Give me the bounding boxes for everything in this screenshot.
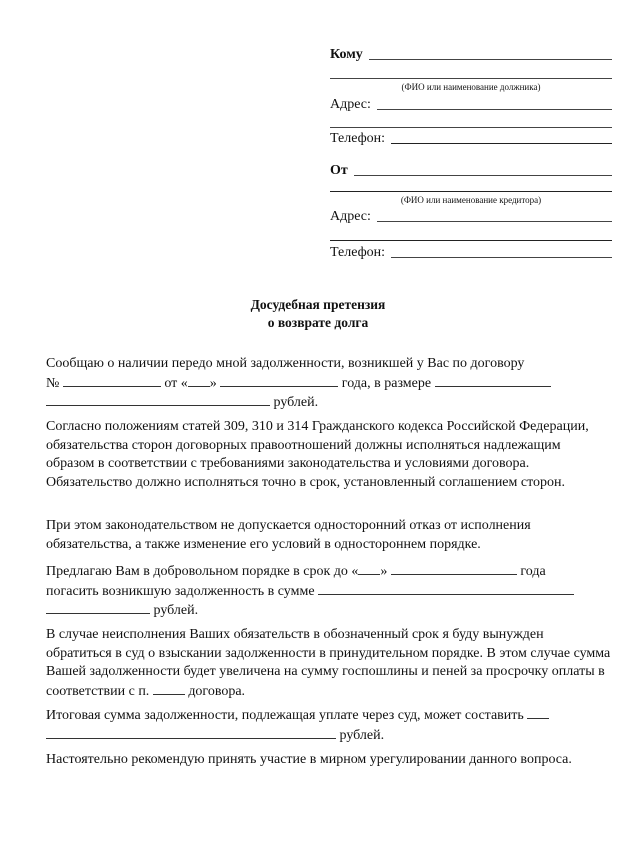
p1-text-2: № xyxy=(46,375,60,391)
repayment-amount-words-field[interactable] xyxy=(46,601,150,614)
p4-text-3: года xyxy=(520,564,546,579)
p1-text-5: года, в размере xyxy=(341,375,432,391)
p3-text: При этом законодательством не допускается односторонний отказ от исполнения обязательства, а также изменение его условий в одностороннем порядке. xyxy=(46,518,531,552)
total-amount-words-field[interactable] xyxy=(46,726,336,739)
contract-clause-field[interactable] xyxy=(153,682,185,695)
to-label: Кому xyxy=(330,47,363,62)
creditor-address-label: Адрес: xyxy=(330,209,371,224)
debtor-caption: (ФИО или наименование должника) xyxy=(401,82,541,92)
paragraph-total-amount xyxy=(46,706,612,745)
contract-number-field[interactable] xyxy=(63,374,161,387)
p6-text-1: Итоговая сумма задолженности, подлежащая уплате через суд, может составить xyxy=(46,708,524,723)
paragraph-legal-basis xyxy=(46,418,612,492)
document-title: Досудебная претензия xyxy=(250,297,386,312)
p1-text-3: от « xyxy=(164,375,188,391)
p7-text: Настоятельно рекомендую принять участие в мирном урегулировании данного вопроса. xyxy=(46,752,572,767)
paragraph-payment-proposal xyxy=(46,562,612,621)
addressee-block xyxy=(330,46,612,266)
to-field[interactable] xyxy=(369,59,612,60)
from-field[interactable] xyxy=(354,175,612,176)
p5-text-2: договора. xyxy=(188,683,246,699)
p6-text-2: рублей. xyxy=(339,727,385,743)
debtor-address-line-2[interactable] xyxy=(330,127,612,128)
p4-text-5: рублей. xyxy=(153,603,199,618)
paragraph-settlement-recommendation xyxy=(46,751,612,770)
paragraph-no-unilateral-refusal xyxy=(46,517,612,554)
p4-text-1: Предлагаю Вам в добровольном порядке в срок до « xyxy=(46,564,359,579)
debtor-address-row xyxy=(330,96,612,114)
repayment-amount-field[interactable] xyxy=(318,582,574,595)
from-row xyxy=(330,162,612,180)
deadline-date-field[interactable] xyxy=(391,562,517,575)
creditor-address-field[interactable] xyxy=(377,221,612,222)
paragraph-debt-notice xyxy=(46,355,612,413)
p1-text-6: рублей. xyxy=(273,395,319,410)
total-amount-field[interactable] xyxy=(527,706,549,719)
contract-day-field[interactable] xyxy=(188,374,210,387)
to-field-line-2[interactable] xyxy=(330,78,612,79)
contract-date-field[interactable] xyxy=(220,374,338,387)
p2-text: Согласно положениям статей 309, 310 и 314 Гражданского кодекса Российской Федерации, обязательства сторон договорных правоотношений должны исполняться надлежащим образом в соответствии с требованиями законодательства и условиями договора. Обязательство должно исполняться точно в срок, установленный соглашением сторон. xyxy=(46,419,589,490)
debtor-phone-row xyxy=(330,130,612,148)
p1-text-1: Сообщаю о наличии передо мной задолженности, возникшей у Вас по договору xyxy=(46,356,525,371)
creditor-address-row xyxy=(330,208,612,226)
p1-text-4: » xyxy=(209,375,217,391)
creditor-phone-row xyxy=(330,244,612,262)
debtor-address-field[interactable] xyxy=(377,109,612,110)
p5-text-1: В случае неисполнения Ваших обязательств в обозначенный срок я буду вынужден обратиться в суд о взыскании задолженности в принудительном порядке. В этом случае сумма Вашей задолженности будет увеличена на сумму госпошлины и пеней за просрочку оплаты в соответствии с п. xyxy=(46,627,611,699)
creditor-caption: (ФИО или наименование кредитора) xyxy=(400,195,542,205)
paragraph-court-warning xyxy=(46,626,612,701)
from-label: От xyxy=(330,163,348,178)
debt-amount-words-field[interactable] xyxy=(46,393,270,406)
deadline-day-field[interactable] xyxy=(358,562,380,575)
to-row xyxy=(330,46,612,64)
debtor-address-label: Адрес: xyxy=(330,97,371,112)
p4-text-4: погасить возникшую задолженность в сумме xyxy=(46,583,315,599)
debt-amount-field[interactable] xyxy=(435,374,551,387)
creditor-phone-field[interactable] xyxy=(391,257,612,258)
creditor-address-line-2[interactable] xyxy=(330,240,612,241)
debtor-phone-label: Телефон: xyxy=(330,131,386,146)
from-field-line-2[interactable] xyxy=(330,191,612,192)
creditor-phone-label: Телефон: xyxy=(330,245,386,260)
debtor-phone-field[interactable] xyxy=(391,143,612,144)
p4-text-2: » xyxy=(380,564,388,579)
document-subtitle: о возврате долга xyxy=(267,315,369,330)
